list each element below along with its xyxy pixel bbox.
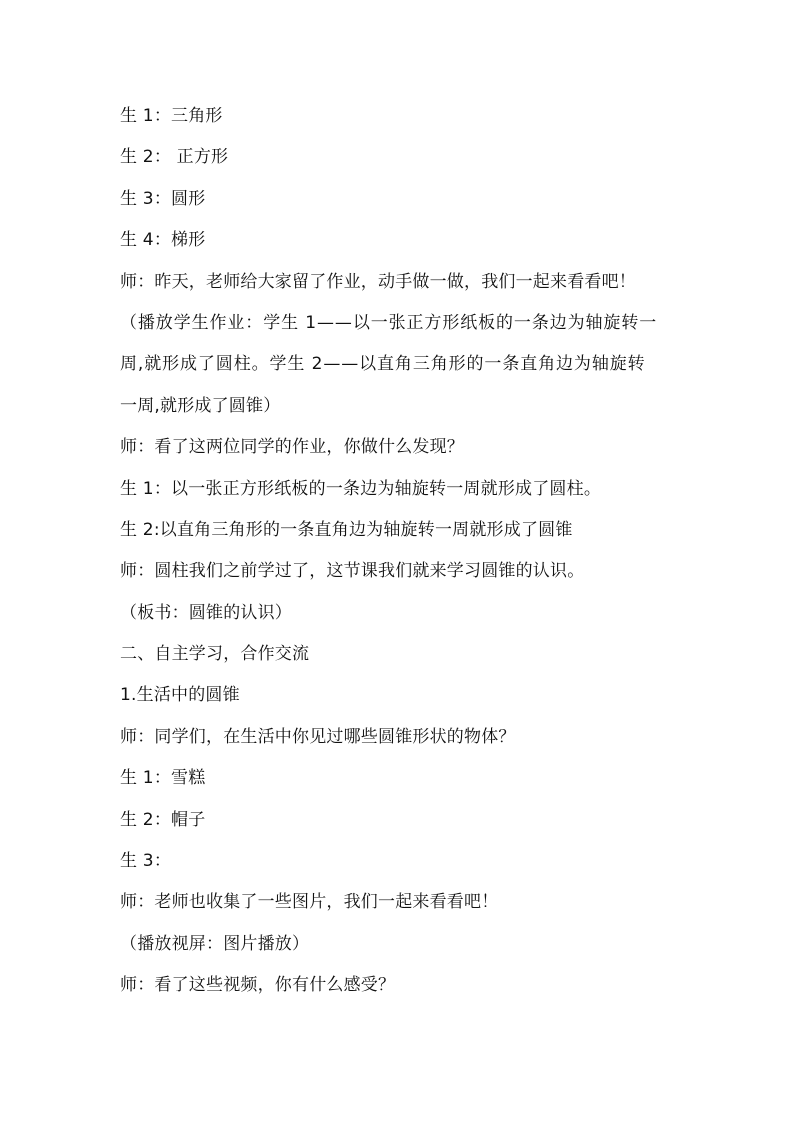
- video-note: （播放视屏：图片播放）: [120, 933, 310, 954]
- student-2-finding: 生 2:以直角三角形的一条直角边为轴旋转一周就形成了圆锥: [120, 519, 573, 540]
- teacher-pictures-line: 师：老师也收集了一些图片，我们一起来看看吧！: [120, 892, 499, 913]
- student-2-example: 生 2：帽子: [120, 809, 206, 830]
- student-1-example: 生 1：雪糕: [120, 768, 206, 789]
- teacher-question-line: 师：看了这两位同学的作业，你做什么发现？: [120, 437, 464, 458]
- student-3-example: 生 3：: [120, 851, 172, 872]
- student-1-finding: 生 1：以一张正方形纸板的一条边为轴旋转一周就形成了圆柱。: [120, 478, 602, 499]
- blackboard-note: （板书：圆锥的认识）: [120, 602, 292, 623]
- subsection-heading: 1.生活中的圆锥: [120, 685, 240, 706]
- teacher-feeling-question: 师：看了这些视频，你有什么感受？: [120, 975, 396, 996]
- student-3-answer: 生 3：圆形: [120, 188, 206, 209]
- document-body: [120, 96, 680, 1007]
- homework-description-line-3: 一周,就形成了圆锥）: [120, 395, 281, 416]
- section-heading: 二、自主学习，合作交流: [120, 644, 310, 665]
- teacher-intro-line: 师：圆柱我们之前学过了，这节课我们就来学习圆锥的认识。: [120, 561, 585, 582]
- student-4-answer: 生 4：梯形: [120, 230, 206, 251]
- student-1-answer: 生 1：三角形: [120, 106, 223, 126]
- homework-description-line-2: 周,就形成了圆柱。学生 2——以直角三角形的一条直角边为轴旋转: [120, 354, 646, 375]
- teacher-life-question: 师：同学们，在生活中你见过哪些圆锥形状的物体？: [120, 726, 516, 747]
- teacher-homework-line: 师：昨天，老师给大家留了作业，动手做一做，我们一起来看看吧！: [120, 271, 636, 292]
- student-2-answer: 生 2： 正方形: [120, 147, 229, 168]
- homework-description-line-1: （播放学生作业：学生 1——以一张正方形纸板的一条边为轴旋转一: [120, 312, 658, 333]
